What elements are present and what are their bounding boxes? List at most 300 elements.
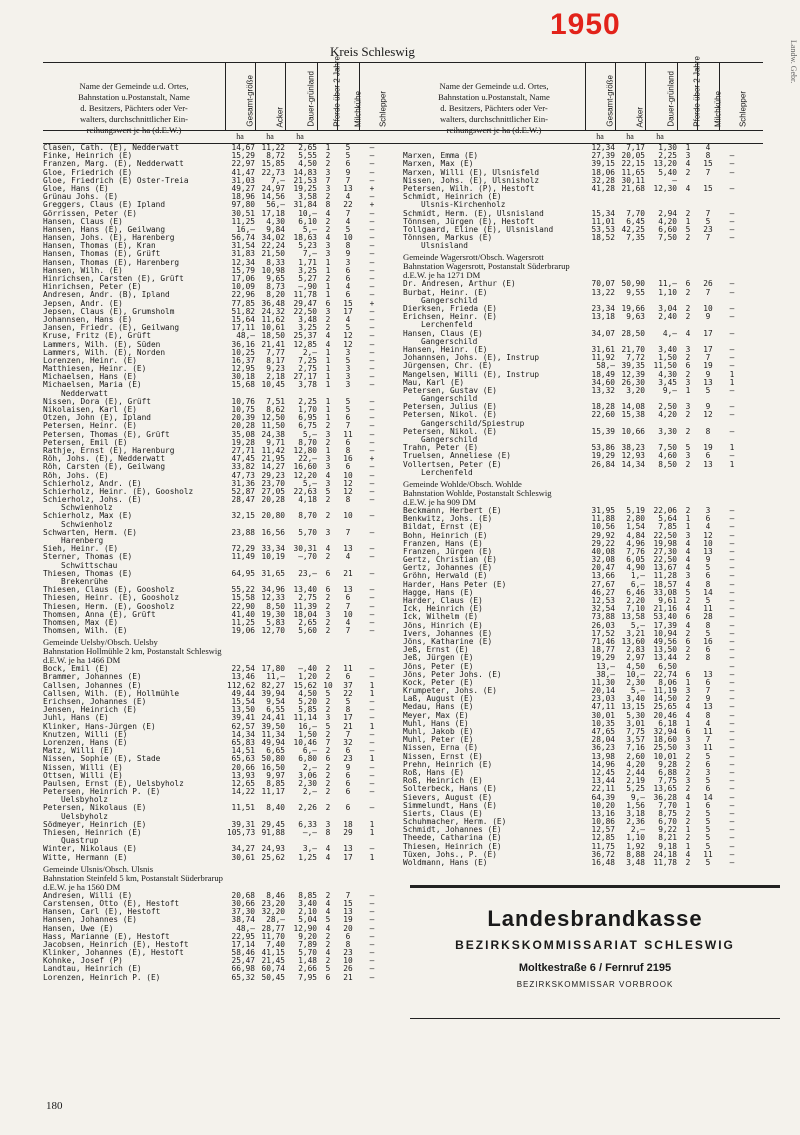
grassland-area: 7,— bbox=[302, 249, 317, 259]
owner-name: Franzen, Hans (E) bbox=[403, 539, 483, 548]
grassland-area: 12,90 bbox=[293, 923, 317, 933]
table-body bbox=[43, 144, 403, 982]
owner-name: Roß, Hans (E) bbox=[403, 768, 465, 777]
horses-count: 3 bbox=[685, 571, 691, 581]
grassland-area: 5,70 bbox=[298, 527, 317, 537]
total-area: 18,28 bbox=[591, 402, 615, 412]
arable-area: 39,35 bbox=[621, 361, 645, 371]
owner-name: Quastrup bbox=[61, 837, 99, 846]
grassland-area: 31,84 bbox=[293, 200, 317, 210]
header-column bbox=[359, 63, 388, 131]
horses-count: 3 bbox=[685, 743, 691, 753]
tractors-count: — bbox=[369, 274, 375, 283]
horses-count: 4 bbox=[685, 328, 691, 338]
horses-count: 2 bbox=[325, 421, 331, 431]
arable-area: 33,34 bbox=[261, 544, 285, 554]
arable-area: 10,— bbox=[626, 669, 645, 679]
owner-name: Hansen, Hans (E), Geilwang bbox=[43, 225, 166, 234]
tractors-count: — bbox=[369, 233, 375, 243]
total-area: 39,31 bbox=[231, 819, 255, 829]
grassland-area: —,70 bbox=[298, 552, 317, 562]
grassland-area: 3,— bbox=[302, 844, 317, 854]
table-row bbox=[403, 428, 763, 436]
header-column-label: Milchkühe bbox=[353, 90, 363, 127]
arable-area: 60,74 bbox=[261, 964, 285, 974]
cows-count: 6 bbox=[345, 159, 351, 169]
header-column bbox=[677, 56, 702, 131]
table-row-continuation bbox=[403, 469, 763, 477]
horses-count: 3 bbox=[325, 462, 331, 472]
horses-count: 4 bbox=[325, 852, 331, 862]
grassland-area: 2,— bbox=[302, 762, 317, 772]
total-area: 53,53 bbox=[591, 224, 615, 234]
arable-area: 34,02 bbox=[261, 233, 285, 243]
horses-count: 3 bbox=[325, 454, 331, 464]
header-column-label: Gesamt-größe bbox=[245, 75, 255, 127]
total-area: 30,66 bbox=[231, 898, 255, 908]
arable-area: 16,56 bbox=[261, 527, 285, 537]
horses-count: 1 bbox=[325, 445, 331, 455]
grassland-area: 2,30 bbox=[298, 778, 317, 788]
grassland-area: 29,47 bbox=[293, 298, 317, 308]
horses-count: 4 bbox=[325, 470, 331, 480]
tractors-count: — bbox=[729, 216, 735, 226]
arable-area: 28,50 bbox=[621, 328, 645, 338]
tractors-count: — bbox=[369, 552, 375, 562]
owner-name: Nissen, Willi (E) bbox=[43, 763, 123, 772]
tractors-count: — bbox=[729, 694, 735, 704]
arable-area: 10,45 bbox=[261, 380, 285, 390]
owner-name: Kruse, Fritz (E), Grüft bbox=[43, 332, 151, 341]
arable-area: 2,19 bbox=[626, 776, 645, 786]
arable-area: 9,54 bbox=[266, 697, 285, 706]
owner-name: Nissen, Johs. (E), Ulsnisholz bbox=[403, 176, 540, 185]
total-area: 14,34 bbox=[231, 729, 255, 739]
owner-name: Bohn, Heinrich (E) bbox=[403, 531, 488, 540]
grassland-area: 5,70 bbox=[298, 948, 317, 958]
total-area: 13,32 bbox=[591, 385, 615, 395]
grassland-area: 6,88 bbox=[658, 767, 677, 777]
owner-name: Lammers, Wilh. (E), Norden bbox=[43, 348, 166, 357]
grassland-area: 4,30 bbox=[658, 369, 677, 379]
grassland-area: 4,— bbox=[662, 328, 677, 338]
owner-name: Finke, Heinrich (E) bbox=[43, 152, 133, 161]
horses-count: 2 bbox=[325, 224, 331, 234]
owner-name: Ottsen, Willi (E) bbox=[43, 771, 123, 780]
table-row bbox=[43, 553, 403, 561]
horses-count: 2 bbox=[685, 596, 691, 605]
horses-count: 2 bbox=[685, 167, 691, 177]
grassland-area: 23,— bbox=[298, 568, 317, 578]
cows-count: 13 bbox=[343, 907, 353, 917]
tractors-count: — bbox=[369, 956, 375, 966]
grassland-area: 18,04 bbox=[293, 609, 317, 619]
total-area: 34,07 bbox=[591, 328, 615, 338]
arable-area: 1,56 bbox=[626, 800, 645, 810]
horses-count: 4 bbox=[685, 792, 691, 802]
owner-name: Thomsen, Wilh. (E) bbox=[43, 627, 128, 636]
municipality-heading-line: Bahnstation Wohlde, Postanstalt Schleswig bbox=[403, 487, 552, 498]
owner-name: Bock, Emil (E) bbox=[43, 665, 109, 674]
grassland-area: 6,10 bbox=[298, 216, 317, 226]
total-area: 53,86 bbox=[591, 443, 615, 453]
arable-area: 31,65 bbox=[261, 568, 285, 578]
horses-count: 2 bbox=[685, 233, 691, 243]
grassland-area: 22,63 bbox=[293, 486, 317, 496]
arable-area: 6,05 bbox=[626, 555, 645, 565]
tractors-count: — bbox=[729, 841, 735, 851]
horses-count: 2 bbox=[325, 939, 331, 949]
cows-count: 12 bbox=[343, 486, 353, 496]
horses-count: 3 bbox=[685, 530, 691, 540]
total-area: 19,29 bbox=[591, 653, 615, 663]
arable-area: 21,95 bbox=[261, 454, 285, 464]
tractors-count: — bbox=[369, 762, 375, 772]
cows-count: 10 bbox=[703, 304, 713, 313]
grassland-area: 13,20 bbox=[653, 159, 677, 169]
cows-count: 29 bbox=[343, 828, 353, 837]
cows-count: 8 bbox=[705, 151, 711, 161]
owner-name: Schwittschau bbox=[61, 561, 118, 570]
cows-count: 7 bbox=[345, 208, 351, 218]
grassland-area: 27,17 bbox=[293, 372, 317, 382]
owner-name: Erichsen, Heinr. (E) bbox=[403, 313, 497, 322]
grassland-area: 16,60 bbox=[293, 462, 317, 472]
arable-area: 38,23 bbox=[621, 443, 645, 453]
tractors-count: — bbox=[729, 825, 735, 835]
horses-count: 2 bbox=[325, 323, 331, 333]
tractors-count: — bbox=[729, 596, 735, 605]
total-area: 32,15 bbox=[231, 511, 255, 521]
arable-area: 28,77 bbox=[261, 923, 285, 933]
arable-area: 3,40 bbox=[626, 694, 645, 704]
total-area: 27,39 bbox=[591, 151, 615, 161]
grassland-area: 30,31 bbox=[293, 544, 317, 554]
cows-count: 13 bbox=[343, 844, 353, 854]
horses-count: 1 bbox=[685, 800, 691, 810]
cows-count: 7 bbox=[345, 527, 351, 537]
arable-area: 19,66 bbox=[621, 304, 645, 313]
grassland-area: 7,50 bbox=[658, 233, 677, 243]
cows-count: 6 bbox=[345, 274, 351, 283]
tractors-count: — bbox=[729, 385, 735, 395]
owner-name: Gangerschild bbox=[421, 337, 478, 346]
total-area: 34,27 bbox=[231, 844, 255, 854]
total-area: 12,34 bbox=[591, 143, 615, 152]
municipality-heading bbox=[43, 865, 403, 892]
grassland-area: 11,14 bbox=[293, 713, 317, 723]
horses-count: 3 bbox=[685, 402, 691, 412]
cows-count: 7 bbox=[345, 890, 351, 900]
grassland-area: 25,65 bbox=[653, 702, 677, 712]
cows-count: 11 bbox=[703, 727, 713, 736]
owner-name: Brammer, Johannes (E) bbox=[43, 673, 142, 682]
horses-count: 4 bbox=[325, 544, 331, 554]
arable-area: 5,— bbox=[630, 620, 645, 630]
owner-name: Muhl, Jakob (E) bbox=[403, 728, 474, 736]
tractors-count: — bbox=[369, 396, 375, 406]
owner-name: Jürgensen, Chr. (E) bbox=[403, 362, 493, 371]
owner-name: Petersen, Nikol. (E) bbox=[403, 411, 497, 420]
total-area: 17,11 bbox=[231, 323, 255, 333]
horses-count: 1 bbox=[685, 677, 691, 687]
total-area: 77,85 bbox=[231, 298, 255, 308]
owner-name: Hansen, Uwe (E) bbox=[43, 924, 114, 933]
owner-name: Thiesen, Claus (E), Goosholz bbox=[43, 586, 175, 595]
owner-name: Hagge, Hans (E) bbox=[403, 588, 474, 597]
total-area: 39,41 bbox=[231, 713, 255, 723]
tractors-count: — bbox=[729, 361, 735, 371]
owner-name: Schmidt, Herm. (E), Ulsnisland bbox=[403, 209, 544, 218]
total-area: 12,53 bbox=[591, 596, 615, 605]
header-unit-row bbox=[403, 130, 763, 143]
total-area: 32,54 bbox=[591, 604, 615, 614]
cows-count: 23 bbox=[343, 754, 353, 764]
total-area: 31,36 bbox=[231, 478, 255, 488]
cows-count: 6 bbox=[705, 645, 711, 655]
cows-count: 8 bbox=[345, 495, 351, 505]
header-name-line: Bahnstation u.Postanstalt, Name bbox=[438, 92, 550, 102]
arable-area: 22,15 bbox=[621, 159, 645, 169]
horses-count: 2 bbox=[325, 593, 331, 603]
arable-area: 1,— bbox=[630, 571, 645, 581]
horses-count: 4 bbox=[685, 546, 691, 556]
horses-count: 6 bbox=[325, 754, 331, 764]
cows-count: 15 bbox=[343, 298, 353, 308]
horses-count: 4 bbox=[325, 331, 331, 341]
owner-name: Roß, Heinrich (E) bbox=[403, 777, 483, 786]
tractors-count: + bbox=[369, 298, 375, 308]
total-area: 40,08 bbox=[591, 546, 615, 556]
grassland-area: 3,06 bbox=[298, 770, 317, 780]
horses-count: 4 bbox=[685, 604, 691, 614]
total-area: 15,54 bbox=[231, 697, 255, 706]
table-row bbox=[403, 859, 763, 867]
total-area: 38,— bbox=[596, 669, 615, 679]
owner-name: Thiesen, Heinrich (E) bbox=[43, 829, 142, 837]
tractors-count: — bbox=[729, 759, 735, 769]
tractors-count: — bbox=[729, 645, 735, 655]
cows-count: 7 bbox=[345, 729, 351, 739]
table-row bbox=[43, 512, 403, 520]
cows-count: 5 bbox=[705, 751, 711, 761]
total-area: 13,93 bbox=[231, 770, 255, 780]
tractors-count: — bbox=[729, 344, 735, 354]
total-area: 65,63 bbox=[231, 754, 255, 764]
grassland-area: 1,48 bbox=[298, 956, 317, 966]
owner-name: Solterbeck, Hans (E) bbox=[403, 785, 497, 794]
owner-name: Dr. Andresen, Arthur (E) bbox=[403, 280, 516, 289]
arable-area: 39,94 bbox=[261, 688, 285, 698]
total-area: 10,25 bbox=[231, 347, 255, 357]
grassland-area: 10,94 bbox=[653, 628, 677, 638]
tractors-count: — bbox=[369, 405, 375, 414]
grassland-area: 18,57 bbox=[653, 579, 677, 589]
horses-count: 2 bbox=[685, 312, 691, 322]
tractors-count: — bbox=[369, 495, 375, 505]
arable-area: 11,42 bbox=[261, 445, 285, 455]
arable-area: 50,90 bbox=[621, 279, 645, 289]
cows-count: 8 bbox=[705, 620, 711, 630]
cows-count: 5 bbox=[345, 405, 351, 414]
cows-count: 13 bbox=[343, 544, 353, 554]
grassland-area: 2,— bbox=[302, 787, 317, 797]
owner-name: Klinker, Johannes (E), Hestoft bbox=[43, 949, 184, 958]
grassland-area: 1,25 bbox=[298, 852, 317, 862]
total-area: 22,96 bbox=[231, 290, 255, 300]
arable-area: 3,21 bbox=[626, 628, 645, 638]
cows-count: 7 bbox=[705, 233, 711, 243]
arable-area: 11,34 bbox=[261, 729, 285, 739]
arable-area: 10,98 bbox=[261, 265, 285, 275]
owner-name: Kohnke, Josef (P) bbox=[43, 957, 123, 966]
owner-name: Gangerschild bbox=[421, 296, 478, 305]
grassland-area: 13,40 bbox=[293, 585, 317, 595]
tractors-count: — bbox=[369, 355, 375, 365]
arable-area: 8,50 bbox=[266, 601, 285, 611]
horses-count: 2 bbox=[685, 459, 691, 469]
tractors-count: 1 bbox=[369, 852, 375, 862]
grassland-area: 19,25 bbox=[293, 183, 317, 193]
total-area: 15,34 bbox=[591, 208, 615, 218]
grassland-area: 6,33 bbox=[298, 819, 317, 829]
header-name-line: reihungswert je ha (d.E.W.) bbox=[446, 125, 542, 135]
grassland-area: 5,— bbox=[302, 224, 317, 234]
grassland-area: 8,21 bbox=[658, 833, 677, 843]
grassland-area: 6,60 bbox=[658, 224, 677, 234]
arable-area: 6,55 bbox=[266, 705, 285, 715]
total-area: 38,74 bbox=[231, 915, 255, 925]
tractors-count: — bbox=[369, 159, 375, 169]
arable-area: 22,24 bbox=[261, 241, 285, 251]
cows-count: 6 bbox=[705, 571, 711, 581]
horses-count: 2 bbox=[685, 817, 691, 827]
owner-name: Lerchenfeld bbox=[421, 321, 473, 330]
grassland-area: 7,85 bbox=[658, 522, 677, 532]
ad-subtitle: BEZIRKSKOMMISSARIAT SCHLESWIG bbox=[455, 938, 735, 952]
arable-area: 9,— bbox=[630, 792, 645, 802]
horses-count: 2 bbox=[685, 410, 691, 420]
grassland-area: 22,50 bbox=[653, 530, 677, 540]
grassland-area: 3,58 bbox=[298, 192, 317, 202]
grassland-area: 1,50 bbox=[298, 729, 317, 739]
total-area: 73,88 bbox=[591, 612, 615, 622]
horses-count: 4 bbox=[685, 555, 691, 565]
total-area: 26,84 bbox=[591, 459, 615, 469]
grassland-area: 13,50 bbox=[653, 645, 677, 655]
municipality-heading-line: Bahnstation Hollmühle 2 km, Postanstalt Schleswig bbox=[43, 646, 222, 657]
horses-count: 6 bbox=[685, 361, 691, 371]
total-area: 49,27 bbox=[231, 183, 255, 193]
grassland-area: 1,70 bbox=[298, 405, 317, 414]
tractors-count: — bbox=[729, 661, 735, 671]
cows-count: 4 bbox=[345, 192, 351, 202]
total-area: 32,08 bbox=[591, 555, 615, 565]
cows-count: 3 bbox=[345, 380, 351, 390]
horses-count: 2 bbox=[325, 511, 331, 521]
tractors-count: — bbox=[369, 939, 375, 949]
total-area: 20,14 bbox=[591, 686, 615, 696]
cows-count: 9 bbox=[705, 402, 711, 412]
grassland-area: 2,25 bbox=[658, 151, 677, 161]
owner-name: Petersen, Heinrich P. (E) bbox=[43, 788, 161, 797]
grassland-area: 7,89 bbox=[298, 939, 317, 949]
tractors-count: + bbox=[369, 183, 375, 193]
total-area: 15,79 bbox=[231, 265, 255, 275]
cows-count: 4 bbox=[345, 617, 351, 627]
arable-area: 12,93 bbox=[621, 451, 645, 461]
grassland-area: 1,30 bbox=[658, 143, 677, 152]
grassland-area: —,40 bbox=[298, 664, 317, 674]
owner-name: Grünau Johs. (E) bbox=[43, 193, 119, 202]
cows-count: 6 bbox=[345, 593, 351, 603]
total-area: 11,25 bbox=[231, 216, 255, 226]
owner-name: Simmelundt, Hans (E) bbox=[403, 801, 497, 810]
ad-contact: BEZIRKSKOMMISSAR VORBROOK bbox=[516, 980, 674, 989]
arable-area: 11,22 bbox=[261, 143, 285, 152]
tractors-count: — bbox=[369, 705, 375, 715]
tractors-count: — bbox=[369, 729, 375, 739]
grassland-area: 49,56 bbox=[653, 636, 677, 646]
grassland-area: 11,50 bbox=[653, 361, 677, 371]
total-area: 27,71 bbox=[231, 445, 255, 455]
horses-count: 3 bbox=[685, 377, 691, 387]
table-row bbox=[403, 169, 763, 177]
total-area: 47,73 bbox=[231, 470, 255, 480]
tractors-count: — bbox=[369, 931, 375, 941]
total-area: 72,29 bbox=[231, 544, 255, 554]
tractors-count: — bbox=[729, 686, 735, 696]
cows-count: 7 bbox=[345, 175, 351, 185]
cows-count: 5 bbox=[705, 216, 711, 226]
tractors-count: — bbox=[729, 800, 735, 810]
cows-count: 5 bbox=[345, 396, 351, 406]
total-area: 11,75 bbox=[591, 841, 615, 851]
owner-name: Röh, Johs. (E), Nedderwatt bbox=[43, 455, 166, 464]
owner-name: Gertz, Johannes (E) bbox=[403, 564, 493, 573]
owner-name: Nissen, Ernst (E) bbox=[403, 752, 483, 761]
cows-count: 3 bbox=[705, 505, 711, 515]
grassland-area: 9,20 bbox=[298, 931, 317, 941]
cows-count: 17 bbox=[343, 852, 353, 862]
owner-name: Sterner, Thomas (E) bbox=[43, 553, 133, 562]
arable-area: 4,84 bbox=[626, 530, 645, 540]
total-area: 15,29 bbox=[231, 151, 255, 161]
owner-name: Petersen, Nikolaus (E) bbox=[43, 804, 147, 813]
grassland-area: 7,70 bbox=[658, 800, 677, 810]
tractors-count: — bbox=[369, 306, 375, 316]
owner-name: Andresen, Andr. (B), Ipland bbox=[43, 291, 170, 300]
total-area: 18,96 bbox=[231, 192, 255, 202]
owner-name: Thomsen, Anna (E), Grüft bbox=[43, 610, 156, 619]
owner-name: Vollertsen, Peter (E) bbox=[403, 460, 502, 469]
arable-area: 21,68 bbox=[621, 183, 645, 193]
total-area: 22,97 bbox=[231, 159, 255, 169]
horses-count: 3 bbox=[325, 819, 331, 829]
owner-name: Franzen, Jürgen (E) bbox=[403, 547, 493, 556]
owner-name: Dierksen, Frieda (E) bbox=[403, 305, 497, 313]
owner-name: Hinrichsen, Peter (E) bbox=[43, 283, 142, 292]
grassland-area: 3,25 bbox=[298, 323, 317, 333]
tractors-count: — bbox=[369, 380, 375, 390]
tractors-count: — bbox=[729, 808, 735, 818]
cows-count: 7 bbox=[705, 208, 711, 218]
grassland-area: 2,75 bbox=[298, 364, 317, 374]
arable-area: 8,85 bbox=[266, 778, 285, 788]
horses-count: 3 bbox=[685, 151, 691, 161]
tractors-count: — bbox=[729, 784, 735, 794]
arable-area: 2,83 bbox=[626, 645, 645, 655]
